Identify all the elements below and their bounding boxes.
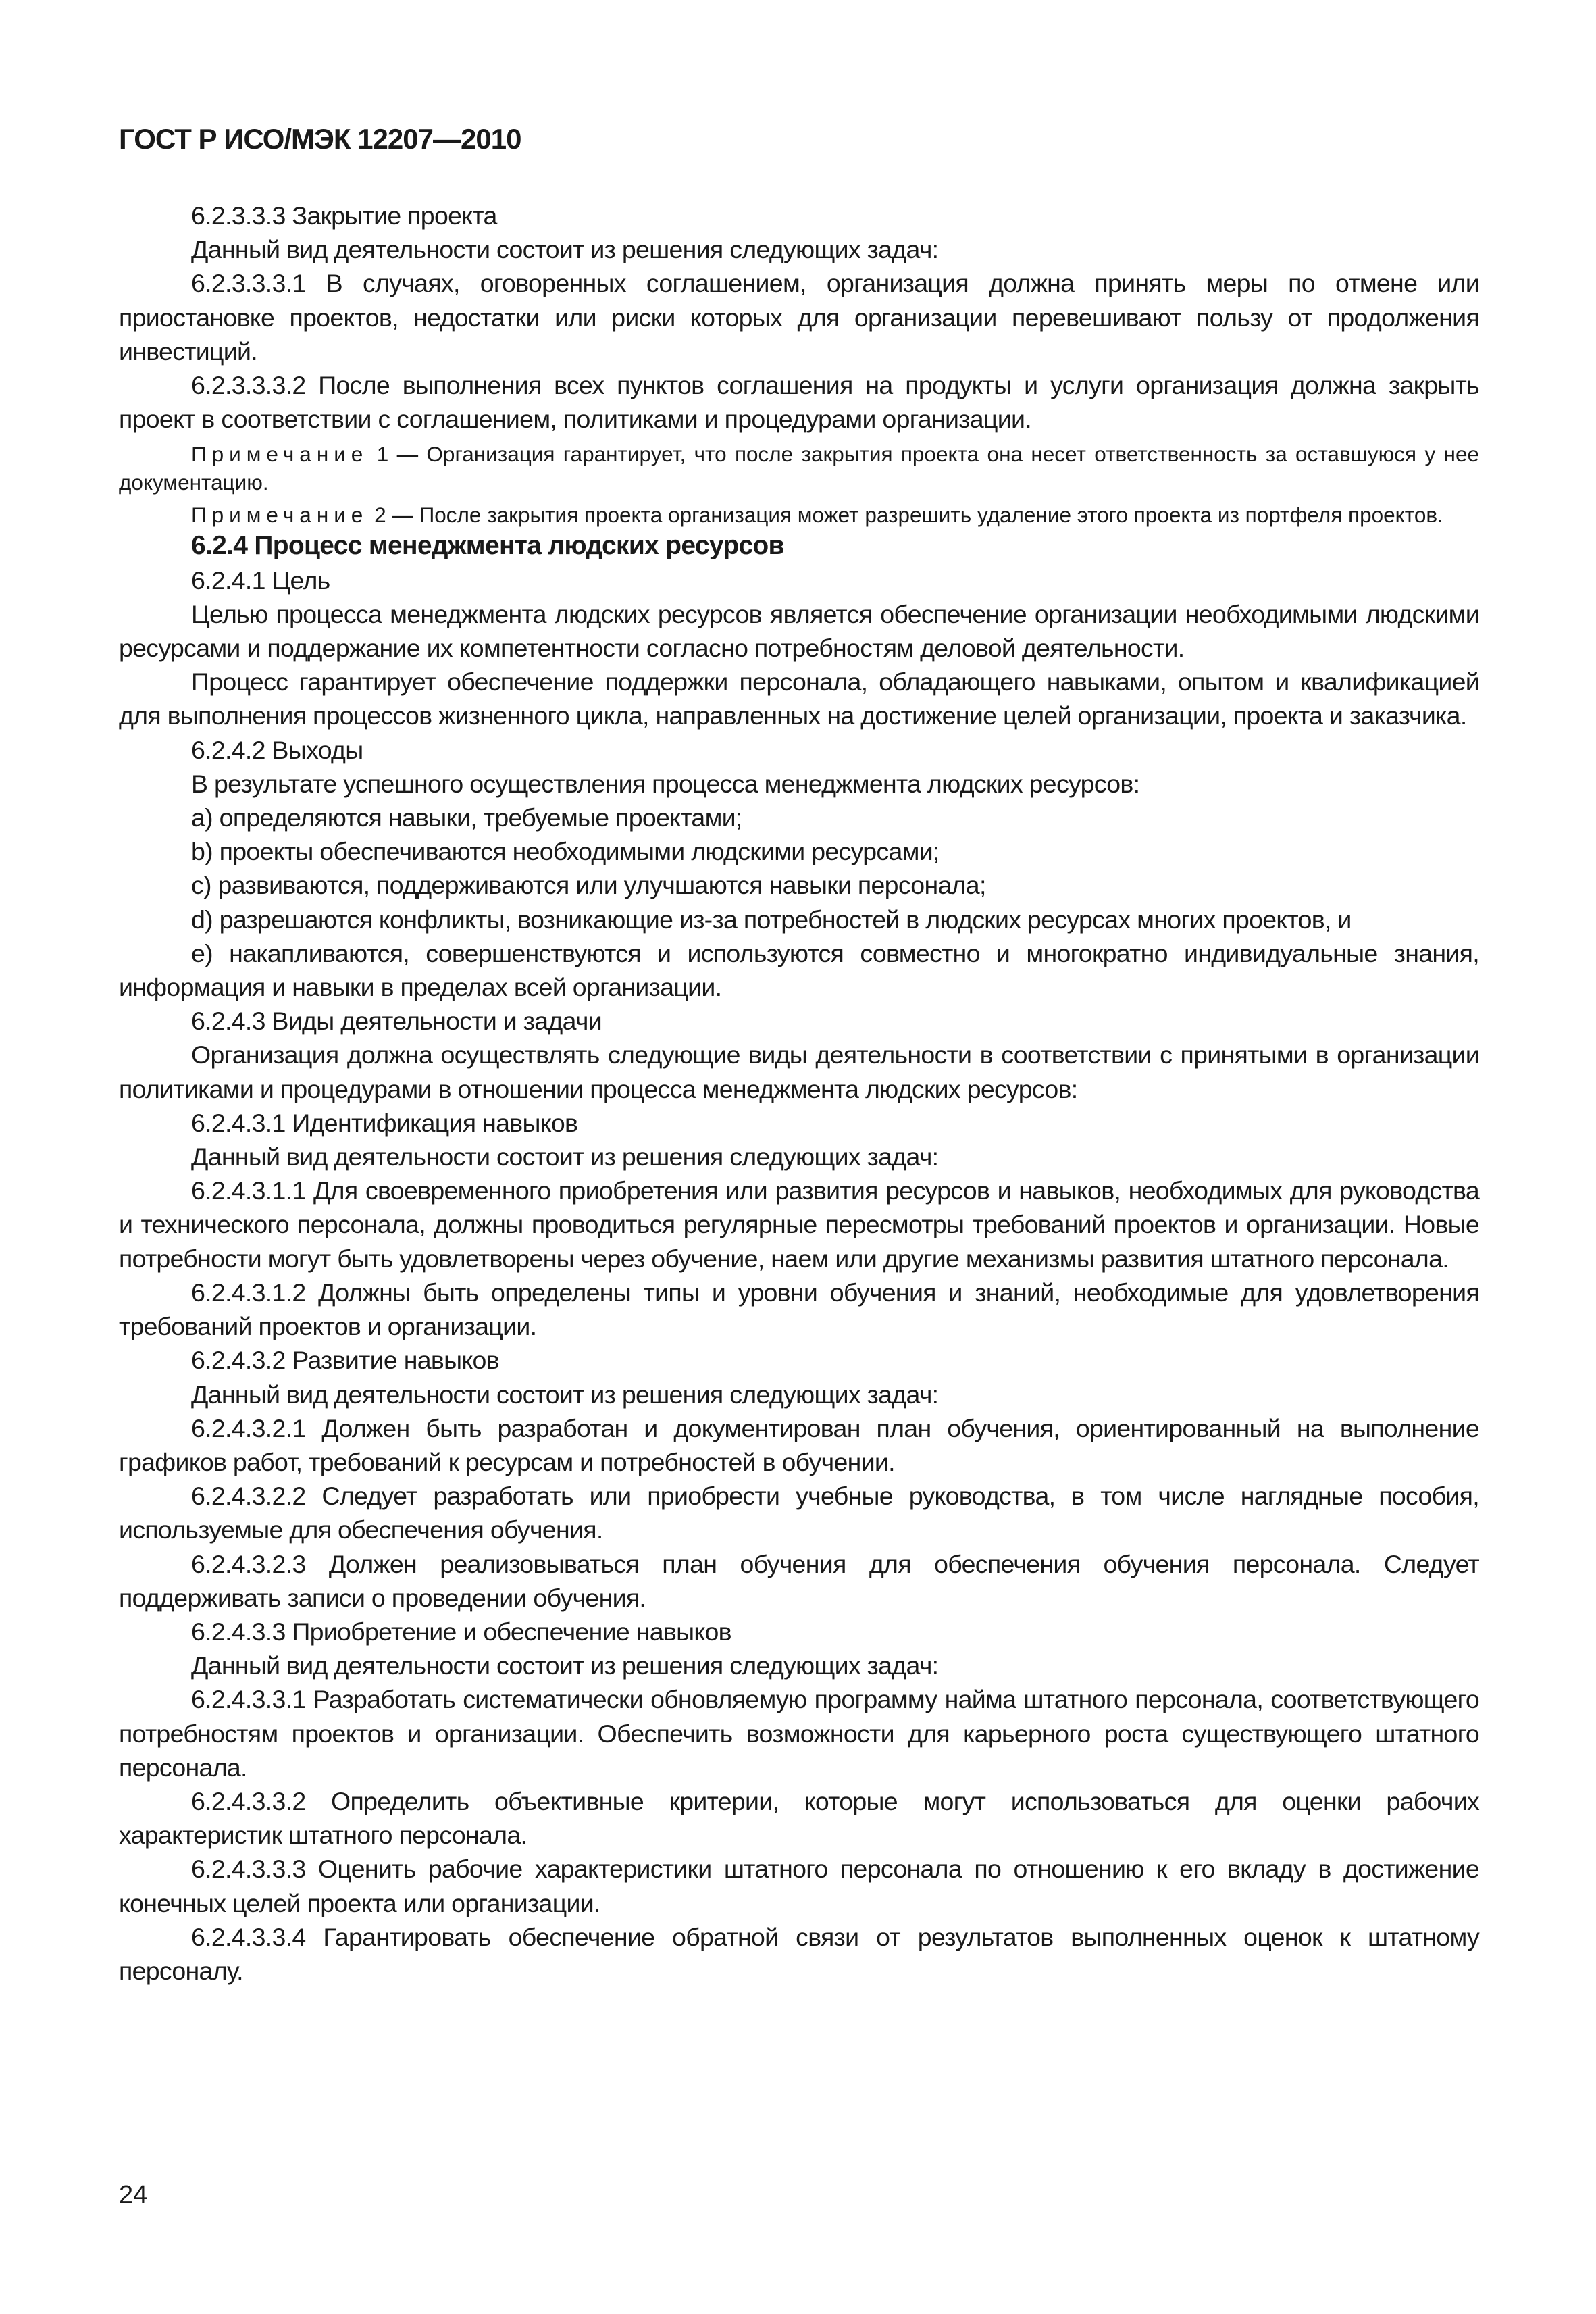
list-item: c) развиваются, поддерживаются или улучшаются навыки персонала;: [191, 871, 986, 900]
paragraph: 6.2.3.3.3 Закрытие проекта: [191, 201, 497, 230]
paragraph: Процесс гарантирует обеспечение поддержки персонала, обладающего навыками, опытом и квалификацией для выполнения процессов жизненного цикла, направленных на достижение целей организации, проекта и заказчика.: [119, 668, 1479, 730]
paragraph: Данный вид деятельности состоит из решения следующих задач:: [191, 1651, 939, 1680]
note-number: 1: [376, 442, 389, 467]
paragraph: 6.2.4.3.3.3 Оценить рабочие характеристики штатного персонала по отношению к его вкладу в достижение конечных целей проекта или организации.: [119, 1855, 1479, 1917]
paragraph: 6.2.4.3.1.1 Для своевременного приобретения или развития ресурсов и навыков, необходимых для руководства и технического персонала, должны проводиться регулярные пересмотры требований проектов и организации. Новые потребности могут быть удовлетворены через обучение, наем или другие механизмы развития штатного персонала.: [119, 1176, 1479, 1273]
note-number: 2: [374, 503, 386, 528]
paragraph: Данный вид деятельности состоит из решения следующих задач:: [191, 1142, 939, 1172]
document-body: [119, 199, 1479, 1988]
paragraph: 6.2.4.3.3.1 Разработать систематически обновляемую программу найма штатного персонала, соответствующего потребностям проектов и организации. Обеспечить возможности для карьерного роста существующего штатного персонала.: [119, 1685, 1479, 1782]
paragraph: 6.2.4.3.1 Идентификация навыков: [191, 1108, 578, 1137]
paragraph: 6.2.4.3.2.1 Должен быть разработан и документирован план обучения, ориентированный на выполнение графиков работ, требований к ресурсам и потребностей в обучении.: [119, 1413, 1479, 1476]
note-label: Примечание: [191, 442, 369, 467]
paragraph: Данный вид деятельности состоит из решения следующих задач:: [191, 1380, 939, 1409]
paragraph: 6.2.4.3.3.4 Гарантировать обеспечение обратной связи от результатов выполненных оценок к штатному персоналу.: [119, 1922, 1479, 1985]
paragraph: Целью процесса менеджмента людских ресурсов является обеспечение организации необходимыми людскими ресурсами и поддержание их компетентности согласно потребностям деловой деятельности.: [119, 599, 1479, 663]
paragraph: 6.2.4.3.1.2 Должны быть определены типы и уровни обучения и знаний, необходимые для удовлетворения требований проектов и организации.: [119, 1278, 1479, 1341]
paragraph: В результате успешного осуществления процесса менеджмента людских ресурсов:: [191, 769, 1140, 798]
list-item: d) разрешаются конфликты, возникающие из-за потребностей в людских ресурсах многих проектов, и: [191, 905, 1352, 934]
paragraph: 6.2.4.2 Выходы: [191, 735, 363, 764]
list-item: a) определяются навыки, требуемые проектами;: [191, 803, 742, 832]
paragraph: 6.2.4.3 Виды деятельности и задачи: [191, 1007, 602, 1036]
note-text: — Организация гарантирует, что после закрытия проекта она несет ответственность за оставшуюся у нее документацию.: [119, 442, 1479, 495]
paragraph: 6.2.4.1 Цель: [191, 565, 330, 595]
paragraph: 6.2.4.3.3.2 Определить объективные критерии, которые могут использоваться для оценки рабочих характеристик штатного персонала.: [119, 1786, 1479, 1850]
note-2: [119, 501, 1479, 529]
paragraph: 6.2.3.3.3.2 После выполнения всех пунктов соглашения на продукты и услуги организация должна закрыть проект в соответствии с соглашением, политиками и процедурами организации.: [119, 371, 1479, 434]
paragraph: Данный вид деятельности состоит из решения следующих задач:: [191, 235, 939, 264]
section-heading: 6.2.4 Процесс менеджмента людских ресурсов: [191, 531, 784, 561]
paragraph: 6.2.4.3.3 Приобретение и обеспечение навыков: [191, 1617, 731, 1646]
note-1: [119, 440, 1479, 497]
note-text: — После закрытия проекта организация может разрешить удаление этого проекта из портфеля проектов.: [392, 503, 1443, 528]
paragraph: 6.2.3.3.3.1 В случаях, оговоренных соглашением, организация должна принять меры по отмене или приостановке проектов, недостатки или риски которых для организации перевешивают пользу от продолжения инвестиций.: [119, 269, 1479, 366]
paragraph: 6.2.4.3.2.3 Должен реализовываться план обучения для обеспечения обучения персонала. Следует поддерживать записи о проведении обучения.: [119, 1549, 1479, 1612]
paragraph: 6.2.4.3.2.2 Следует разработать или приобрести учебные руководства, в том числе наглядные пособия, используемые для обеспечения обучения.: [119, 1482, 1479, 1544]
note-label: Примечание: [191, 503, 369, 528]
list-item: e) накапливаются, совершенствуются и используются совместно и многократно индивидуальные знания, информация и навыки в пределах всей организации.: [119, 938, 1479, 1002]
list-item: b) проекты обеспечиваются необходимыми людскими ресурсами;: [191, 837, 939, 866]
page-number: 24: [119, 2181, 148, 2209]
paragraph: 6.2.4.3.2 Развитие навыков: [191, 1346, 499, 1375]
paragraph: Организация должна осуществлять следующие виды деятельности в соответствии с принятыми в организации политиками и процедурами в отношении процесса менеджмента людских ресурсов:: [119, 1040, 1479, 1103]
document-header: ГОСТ Р ИСО/МЭК 12207—2010: [119, 123, 521, 155]
